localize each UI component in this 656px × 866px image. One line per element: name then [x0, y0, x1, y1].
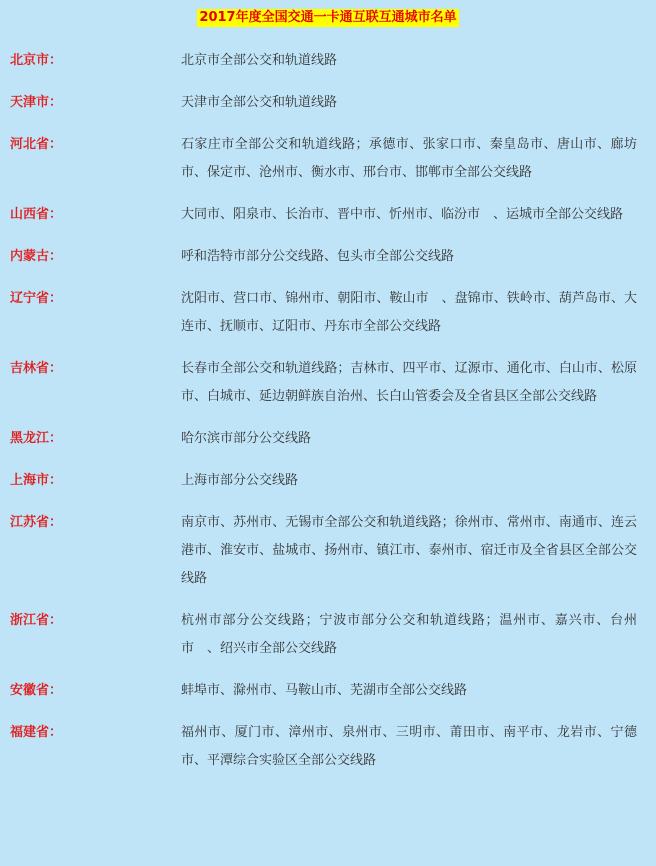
title-wrap [0, 6, 656, 27]
region-description: 大同市、阳泉市、长治市、晋中市、忻州市、临汾市 、运城市全部公交线路 [181, 207, 624, 222]
region-label: 山西省： [10, 207, 63, 222]
region-description: 北京市全部公交和轨道线路 [181, 53, 338, 68]
region-description: 南京市、苏州市、无锡市全部公交和轨道线路；徐州市、常州市、南通市、连云港市、淮安市、盐城市、扬州市、镇江市、泰州市、宿迁市及全省县区全部公交线路 [181, 515, 637, 586]
list-item [0, 201, 656, 243]
region-label: 北京市： [10, 53, 63, 68]
list-item [0, 89, 656, 131]
region-label: 河北省： [10, 137, 63, 152]
list-item [0, 243, 656, 285]
list-item [0, 719, 656, 789]
region-description: 哈尔滨市部分公交线路 [181, 431, 312, 446]
list-item [0, 467, 656, 509]
region-label: 江苏省： [10, 515, 63, 530]
region-description: 杭州市部分公交线路；宁波市部分公交和轨道线路；温州市、嘉兴市、台州市 、绍兴市全部公交线路 [181, 613, 637, 656]
list-item [0, 285, 656, 355]
region-description: 天津市全部公交和轨道线路 [181, 95, 338, 110]
region-description: 福州市、厦门市、漳州市、泉州市、三明市、莆田市、南平市、龙岩市、宁德市、平潭综合实验区全部公交线路 [181, 725, 637, 768]
region-description: 呼和浩特市部分公交线路、包头市全部公交线路 [181, 249, 455, 264]
region-description: 长春市全部公交和轨道线路；吉林市、四平市、辽源市、通化市、白山市、松原市、白城市、延边朝鲜族自治州、长白山管委会及全省县区全部公交线路 [181, 361, 637, 404]
region-description: 沈阳市、营口市、锦州市、朝阳市、鞍山市 、盘锦市、铁岭市、葫芦岛市、大连市、抚顺市、辽阳市、丹东市全部公交线路 [181, 291, 637, 334]
region-description: 上海市部分公交线路 [181, 473, 299, 488]
region-label: 浙江省： [10, 613, 63, 628]
list-item [0, 47, 656, 89]
region-description: 石家庄市全部公交和轨道线路；承德市、张家口市、秦皇岛市、唐山市、廊坊市、保定市、沧州市、衡水市、邢台市、邯郸市全部公交线路 [181, 137, 637, 180]
list-item [0, 355, 656, 425]
region-label: 吉林省： [10, 361, 63, 376]
region-label: 福建省： [10, 725, 63, 740]
list-item [0, 425, 656, 467]
region-label: 安徽省： [10, 683, 63, 698]
list-item [0, 131, 656, 201]
region-description: 蚌埠市、滁州市、马鞍山市、芜湖市全部公交线路 [181, 683, 468, 698]
city-list [0, 47, 656, 789]
region-label: 黑龙江： [10, 431, 63, 446]
region-label: 辽宁省： [10, 291, 63, 306]
list-item [0, 607, 656, 677]
region-label: 上海市： [10, 473, 63, 488]
list-item [0, 509, 656, 607]
region-label: 天津市： [10, 95, 63, 110]
page-title: 2017年度全国交通一卡通互联互通城市名单 [199, 10, 457, 25]
list-item [0, 677, 656, 719]
region-label: 内蒙古： [10, 249, 63, 264]
